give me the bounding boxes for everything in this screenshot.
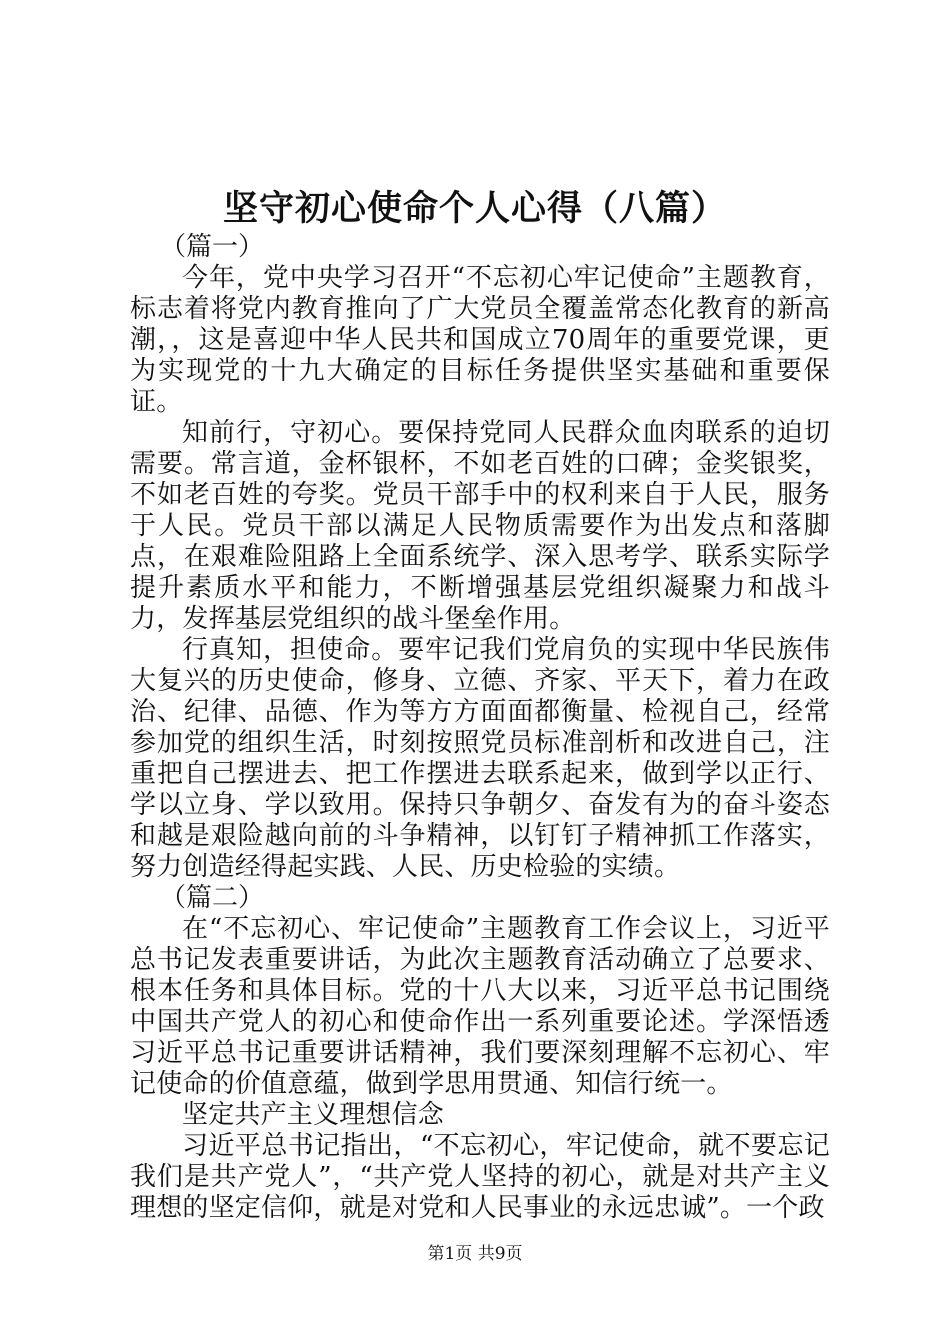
section-heading-2: （篇二）: [160, 883, 265, 913]
paragraph: 今年，党中央学习召开“不忘初心牢记使命”主题教育，标志着将党内教育推向了广大党员全覆盖常态化教育的新高潮，，这是喜迎中华人民共和国成立70周年的重要党课，更为实现党的十九大确定的目标任务提供坚实基础和重要保证。: [130, 263, 830, 417]
paragraph: 在“不忘初心、牢记使命”主题教育工作会议上，习近平总书记发表重要讲话，为此次主题教育活动确立了总要求、根本任务和具体目标。党的十八大以来，习近平总书记围绕中国共产党人的初心和使命作出一系列重要论述。学深悟透习近平总书记重要讲话精神，我们要深刻理解不忘初心、牢记使命的价值意蕴，做到学思用贯通、知信行统一。: [130, 914, 830, 1099]
paragraph: 习近平总书记指出，“不忘初心，牢记使命，就不要忘记我们是共产党人”，“共产党人坚持的初心，就是对共产主义理想的坚定信仰，就是对党和人民事业的永远忠诚”。一个政: [130, 1131, 830, 1223]
document-title: 坚守初心使命个人心得（八篇）: [222, 189, 727, 229]
document-body: [130, 232, 830, 1224]
paragraph: 行真知，担使命。要牢记我们党肩负的实现中华民族伟大复兴的历史使命，修身、立德、齐家、平天下，着力在政治、纪律、品德、作为等方方面面都衡量、检视自己，经常参加党的组织生活，时刻按照党员标准剖析和改进自己，注重把自己摆进去、把工作摆进去联系起来，做到学以正行、学以立身、学以致用。保持只争朝夕、奋发有为的奋斗姿态和越是艰险越向前的斗争精神，以钉钉子精神抓工作落实，努力创造经得起实践、人民、历史检验的实绩。: [130, 635, 830, 882]
subheading-line: 坚定共产主义理想信念: [182, 1100, 445, 1130]
paragraph: 知前行，守初心。要保持党同人民群众血肉联系的迫切需要。常言道，金杯银杯，不如老百姓的口碑；金奖银奖，不如老百姓的夸奖。党员干部手中的权利来自于人民，服务于人民。党员干部以满足人民物质需要作为出发点和落脚点，在艰难险阻路上全面系统学、深入思考学、联系实际学提升素质水平和能力，不断增强基层党组织凝聚力和战斗力，发挥基层党组织的战斗堡垒作用。: [130, 418, 830, 634]
page-number-footer: 第1页 共9页: [427, 1244, 523, 1264]
section-heading-1: （篇一）: [160, 232, 265, 262]
